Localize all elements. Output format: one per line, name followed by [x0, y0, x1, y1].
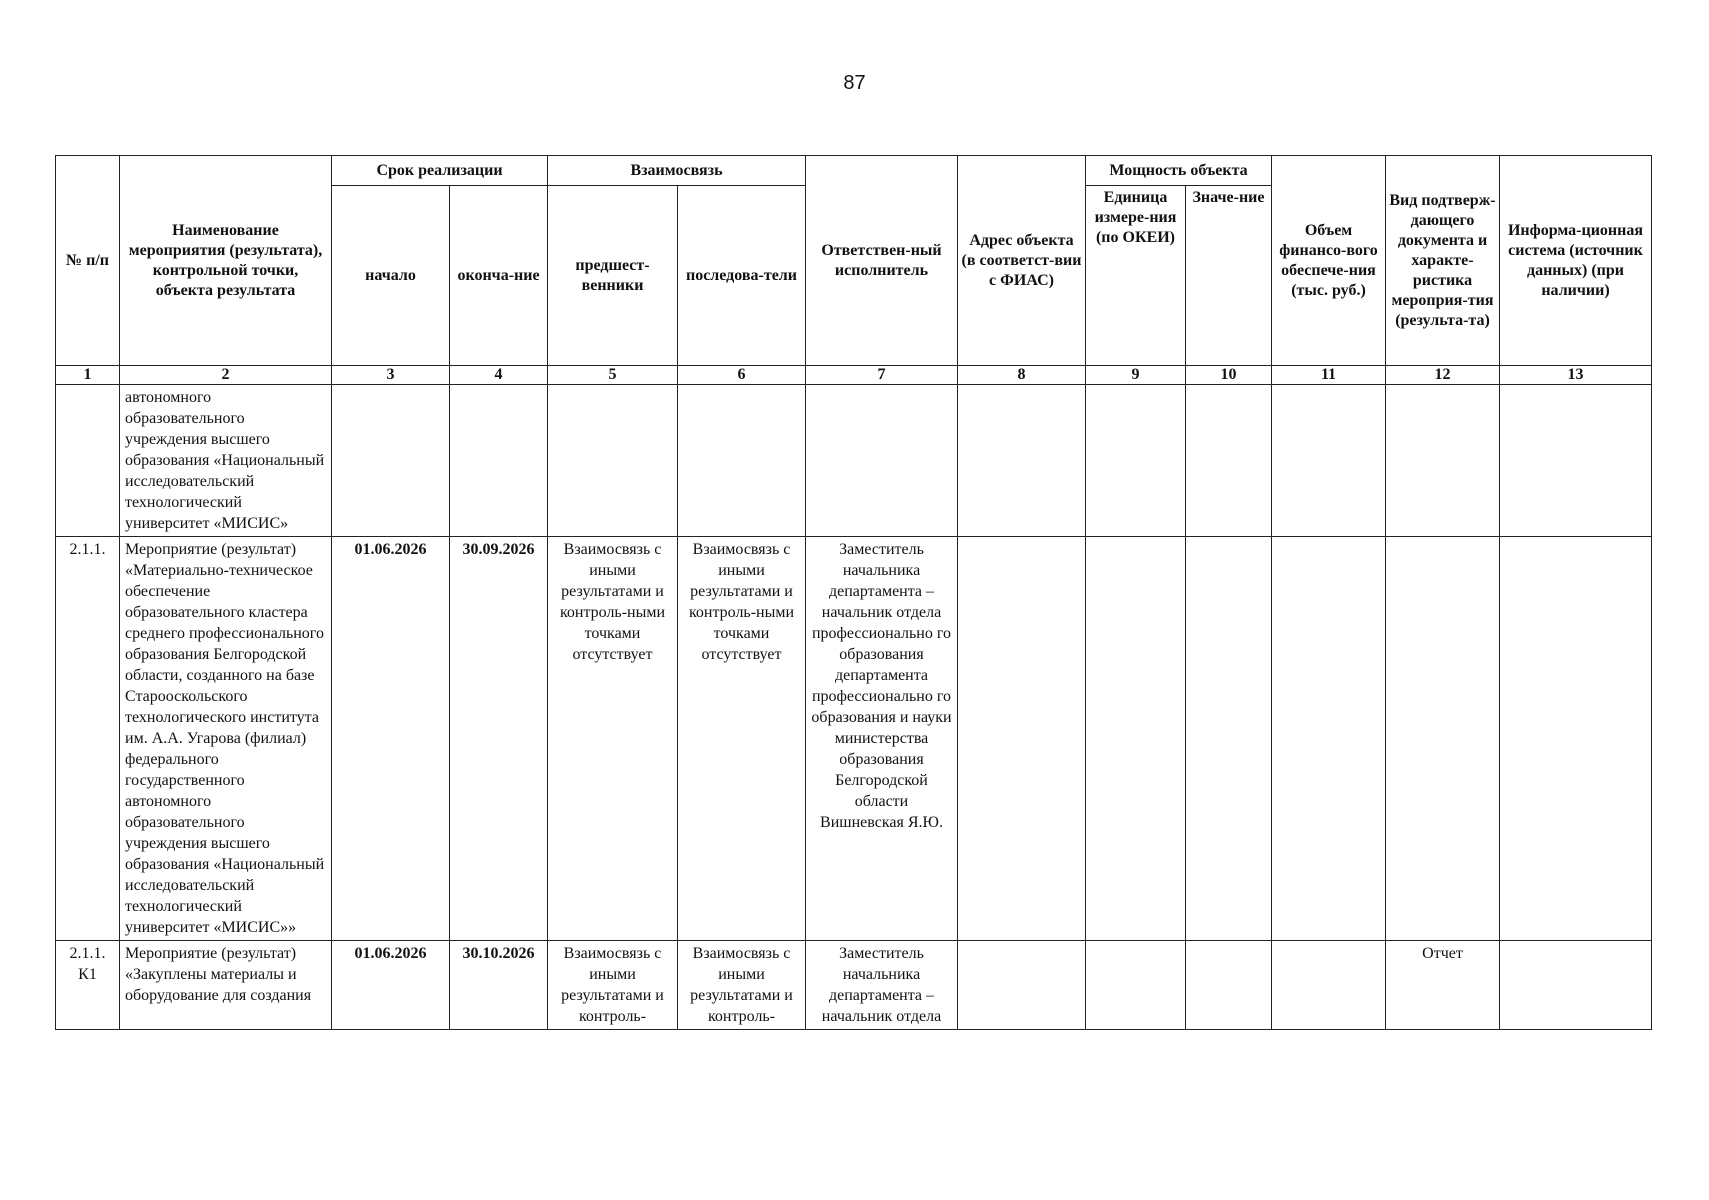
header-link-next: последова-тели: [678, 186, 806, 366]
cell-start: [332, 385, 450, 537]
cell-funding: [1272, 537, 1386, 941]
column-number: 11: [1272, 366, 1386, 385]
header-capacity-unit: Единица измере-ния (по ОКЕИ): [1086, 186, 1186, 366]
column-number: 10: [1186, 366, 1272, 385]
header-funding: Объем финансо-вого обеспече-ния (тыс. руб.): [1272, 156, 1386, 366]
cell-name: автономного образовательного учреждения высшего образования «Национальный исследовательский технологический университет «МИСИС»: [120, 385, 332, 537]
header-link: Взаимосвязь: [548, 156, 806, 186]
cell-unit: [1086, 941, 1186, 1030]
cell-unit: [1086, 537, 1186, 941]
cell-system: [1500, 385, 1652, 537]
column-number: 1: [56, 366, 120, 385]
cell-prev: Взаимосвязь с иными результатами и контроль-ными точками отсутствует: [548, 537, 678, 941]
header-period-start: начало: [332, 186, 450, 366]
cell-name: Мероприятие (результат) «Материально-техническое обеспечение образовательного кластера среднего профессионального образования Белгородской области, созданного на базе Старооскольского технологического института им. А.А. Угарова (филиал) федерального государственного автономного образовательного учреждения высшего образования «Национальный исследовательский технологический университет «МИСИС»»: [120, 537, 332, 941]
cell-end: [450, 385, 548, 537]
cell-funding: [1272, 385, 1386, 537]
cell-system: [1500, 537, 1652, 941]
cell-responsible: [806, 385, 958, 537]
cell-num: [56, 385, 120, 537]
cell-next: [678, 385, 806, 537]
cell-start: 01.06.2026: [332, 537, 450, 941]
table-row: [56, 385, 1652, 537]
cell-address: [958, 385, 1086, 537]
header-doc-type: Вид подтверж-дающего документа и характе-ристика мероприя-тия (результа-та): [1386, 156, 1500, 366]
cell-address: [958, 941, 1086, 1030]
cell-value: [1186, 941, 1272, 1030]
table-header: [56, 156, 1652, 385]
table-row: [56, 537, 1652, 941]
table-row: [56, 941, 1652, 1030]
cell-value: [1186, 537, 1272, 941]
column-number: 6: [678, 366, 806, 385]
cell-address: [958, 537, 1086, 941]
header-link-prev: предшест-венники: [548, 186, 678, 366]
cell-funding: [1272, 941, 1386, 1030]
column-number: 5: [548, 366, 678, 385]
column-number: 13: [1500, 366, 1652, 385]
cell-responsible: Заместитель начальника департамента – начальник отдела: [806, 941, 958, 1030]
column-number: 4: [450, 366, 548, 385]
cell-unit: [1086, 385, 1186, 537]
cell-end: 30.10.2026: [450, 941, 548, 1030]
cell-doc: [1386, 385, 1500, 537]
cell-end: 30.09.2026: [450, 537, 548, 941]
header-num: № п/п: [56, 156, 120, 366]
column-number-row: [56, 366, 1652, 385]
column-number: 12: [1386, 366, 1500, 385]
cell-next: Взаимосвязь с иными результатами и контроль-ными точками отсутствует: [678, 537, 806, 941]
header-capacity: Мощность объекта: [1086, 156, 1272, 186]
header-address: Адрес объекта (в соответст-вии с ФИАС): [958, 156, 1086, 366]
column-number: 7: [806, 366, 958, 385]
header-period-end: оконча-ние: [450, 186, 548, 366]
header-name: Наименование мероприятия (результата), контрольной точки, объекта результата: [120, 156, 332, 366]
cell-prev: [548, 385, 678, 537]
column-number: 9: [1086, 366, 1186, 385]
column-number: 8: [958, 366, 1086, 385]
page-number: 87: [843, 72, 866, 94]
cell-doc: [1386, 537, 1500, 941]
cell-start: 01.06.2026: [332, 941, 450, 1030]
cell-next: Взаимосвязь с иными результатами и контроль-: [678, 941, 806, 1030]
header-period: Срок реализации: [332, 156, 548, 186]
cell-system: [1500, 941, 1652, 1030]
column-number: 3: [332, 366, 450, 385]
cell-num: 2.1.1.: [56, 537, 120, 941]
cell-name: Мероприятие (результат) «Закуплены материалы и оборудование для создания: [120, 941, 332, 1030]
column-number: 2: [120, 366, 332, 385]
cell-value: [1186, 385, 1272, 537]
activities-table: [55, 155, 1652, 1030]
cell-prev: Взаимосвязь с иными результатами и контроль-: [548, 941, 678, 1030]
table-body: [56, 385, 1652, 1030]
cell-responsible: Заместитель начальника департамента – начальник отдела профессионально го образования департамента профессионально го образования и науки министерства образования Белгородской области Вишневская Я.Ю.: [806, 537, 958, 941]
header-info-system: Информа-ционная система (источник данных) (при наличии): [1500, 156, 1652, 366]
cell-num: 2.1.1. К1: [56, 941, 120, 1030]
header-capacity-value: Значе-ние: [1186, 186, 1272, 366]
cell-doc: Отчет: [1386, 941, 1500, 1030]
header-responsible: Ответствен-ный исполнитель: [806, 156, 958, 366]
